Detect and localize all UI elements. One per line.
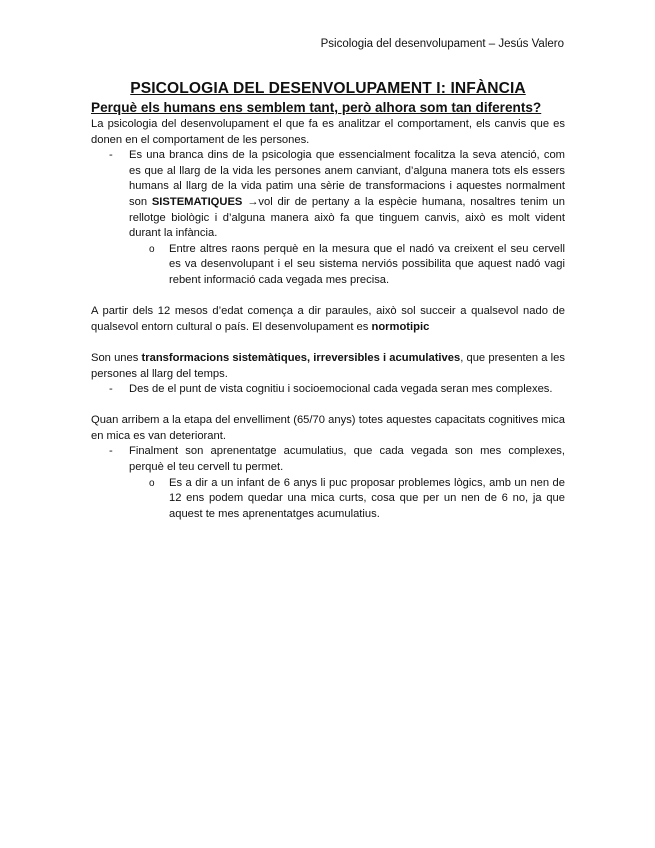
section-heading: Perquè els humans ens semblem tant, però alhora som tan diferents? — [91, 100, 542, 115]
sub-bullet-item — [91, 476, 565, 523]
sub-bullet-circle: o — [149, 477, 155, 489]
bullet-text: Finalment son aprenentatge acumulatius, que cada vegada son mes complexes, perquè el teu cervell tu permet. — [129, 445, 565, 474]
intro-paragraph: La psicologia del desenvolupament el que fa es analitzar el comportament, els canvis que es donen en el comportament de les persones. — [91, 118, 565, 146]
bullet-text: Des de el punt de vista cognitiu i socioemocional cada vegada seran mes complexes. — [129, 383, 553, 396]
sub-bullet-item — [91, 242, 565, 289]
bullet-text: Es una branca dins de la psicologia que essencialment focalitza la seva atenció, com es que al llarg de la vida les persones anem canviant, d’alguna manera tots els essers humans al llarg de la vida patim una sèrie de transformacions i aquestes normalment son — [129, 149, 565, 208]
document-title: PSICOLOGIA DEL DESENVOLUPAMENT I: INFÀNCIA — [130, 80, 526, 97]
sub-bullet-circle: o — [149, 243, 155, 255]
page-header: Psicologia del desenvolupament – Jesús Valero — [320, 38, 564, 50]
bullet-text-continued: vol dir de pertany a la espècie humana, nosaltres tenim un rellotge biològic i d’alguna manera això fa que tinguem canvis, això es molt vident durant la infància. — [129, 195, 565, 240]
bullet-item — [91, 444, 565, 475]
bullet-dash: - — [109, 383, 113, 396]
sub-bullet-text: Es a dir a un infant de 6 anys li puc proposar problemes lògics, amb un nen de 12 ens podem quedar una mica curts, cosa que per un nen de 6 no, ja que aquest te mes aprenentatges acumulatius. — [169, 476, 565, 520]
paragraph-aging: Quan arribem a la etapa del envelliment (65/70 anys) totes aquestes capacitats cognitives mica en mica es van deteriorant. — [91, 414, 565, 442]
bold-term: transformacions sistemàtiques, irreversibles i acumulatives — [141, 351, 461, 364]
bullet-dash: - — [109, 149, 113, 162]
bullet-dash: - — [109, 445, 113, 458]
document-body — [91, 79, 565, 522]
sub-bullet-text: Entre altres raons perquè en la mesura que el nadó va creixent el seu cervell es va desenvolupant i el seu sistema nerviós possibilita que aquest nadó vagi rebent informació cada vegada mes precisa. — [169, 242, 565, 286]
bullet-item — [91, 382, 565, 398]
paragraph-text: A partir dels 12 mesos d’edat comença a dir paraules, això sol succeir a qualsevol nado de qualsevol entorn cultural o país. El desenvolupament es — [91, 305, 565, 333]
bold-term: normotipic — [371, 320, 430, 333]
bullet-item — [91, 148, 565, 242]
paragraph-words — [91, 304, 565, 335]
paragraph-text: Son unes — [91, 351, 142, 364]
paragraph-transformations — [91, 351, 565, 382]
arrow-icon: → — [247, 195, 259, 208]
bold-term: SISTEMATIQUES — [151, 195, 243, 208]
paragraph-text-continued: , que presenten a les persones al llarg del temps. — [91, 351, 565, 380]
